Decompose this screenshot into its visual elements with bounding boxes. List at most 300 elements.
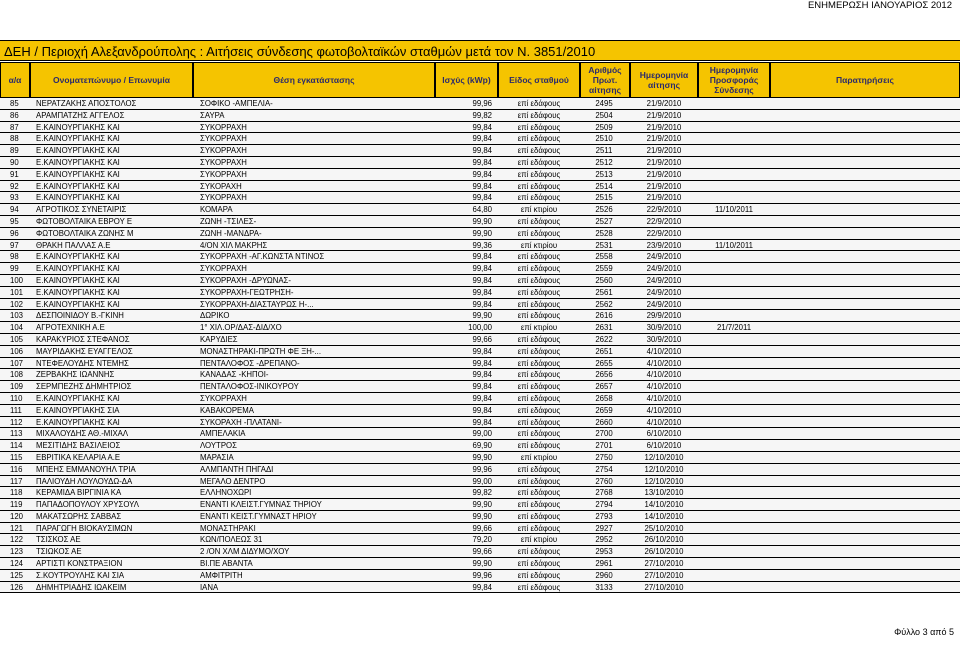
cell-site: ΣΥΚΟΡΡΑΧΗ — [200, 169, 247, 179]
cell-date: 4/10/2010 — [646, 417, 682, 427]
table-row — [0, 440, 960, 452]
cell-site: ΑΜΠΕΛΑΚΙΑ — [200, 429, 246, 439]
cell-name: ΜΑΚΑΤΣΩΡΗΣ ΣΑΒΒΑΣ — [36, 511, 122, 521]
cell-num: 2793 — [595, 511, 613, 521]
cell-aa: 119 — [10, 500, 23, 510]
cell-site: ΣΥΚΟΡΡΑΧΗ — [200, 193, 247, 203]
cell-name: Ε.ΚΑΙΝΟΥΡΓΙΑΚΗΣ ΚΑΙ — [36, 193, 120, 203]
cell-site: ΜΟΝΑΣΤΗΡΑΚΙ — [200, 523, 256, 533]
table-row — [0, 240, 960, 252]
table-row — [0, 523, 960, 535]
cell-kw: 99,90 — [472, 452, 492, 462]
cell-kw: 99,84 — [472, 358, 492, 368]
cell-aa: 103 — [10, 311, 24, 321]
table-row — [0, 110, 960, 122]
cell-name: ΠΑΡΑΓΩΓΗ ΒΙΟΚΑΥΣΙΜΩΝ — [36, 523, 133, 533]
cell-num: 2515 — [595, 193, 613, 203]
cell-site: ΜΟΝΑΣΤΗΡΑΚΙ-ΠΡΩΤΗ ΦΕ ΞΗ-... — [200, 346, 321, 356]
cell-site: ΣΥΚΟΡΡΑΧΗ — [200, 264, 247, 274]
cell-site: ΣΥΚΟΡΡΑΧΗ -ΑΓ.ΚΩΝΣΤΑ ΝΤΙΝΟΣ — [200, 252, 325, 262]
cell-aa: 113 — [10, 429, 23, 439]
cell-name: ΑΓΡΟΤΙΚΟΣ ΣΥΝΕΤΑΙΡΙΣ — [36, 205, 127, 215]
table-row — [0, 476, 960, 488]
cell-num: 2660 — [595, 417, 613, 427]
col-aa: α/α — [0, 62, 30, 98]
cell-type: επί εδάφους — [517, 559, 561, 569]
cell-aa: 110 — [10, 393, 23, 403]
cell-type: επί εδάφους — [517, 417, 561, 427]
cell-kw: 99,84 — [472, 275, 492, 285]
table-row — [0, 263, 960, 275]
cell-type: επί εδάφους — [517, 358, 561, 368]
cell-kw: 99,82 — [472, 110, 492, 120]
cell-name: ΖΕΡΒΑΚΗΣ ΙΩΑΝΝΗΣ — [36, 370, 115, 380]
cell-date: 6/10/2010 — [646, 429, 682, 439]
cell-num: 2651 — [595, 346, 613, 356]
cell-date: 27/10/2010 — [644, 582, 684, 592]
cell-aa: 124 — [10, 559, 24, 569]
cell-kw: 99,82 — [472, 488, 492, 498]
table-row — [0, 369, 960, 381]
cell-type: επί εδάφους — [517, 252, 561, 262]
cell-num: 2495 — [595, 99, 613, 108]
cell-num: 2953 — [595, 547, 613, 557]
table-row — [0, 98, 960, 110]
cell-name: ΠΑΠΑΔΟΠΟΥΛΟΥ ΧΡΥΣΟΥΛ — [36, 500, 139, 510]
cell-type: επί εδάφους — [517, 488, 561, 498]
cell-site: ΖΩΝΗ -ΤΣΙΛΕΣ- — [200, 216, 257, 226]
cell-site: ΕΛΛΗΝΟΧΩΡΙ — [200, 488, 252, 498]
cell-kw: 99,84 — [472, 393, 492, 403]
cell-kw: 99,90 — [472, 311, 492, 321]
cell-num: 2510 — [595, 134, 613, 144]
col-name: Ονοματεπώνυμο / Επωνυμία — [30, 62, 193, 98]
cell-aa: 107 — [10, 358, 24, 368]
cell-type: επί κτιρίου — [520, 535, 558, 545]
cell-type: επί εδάφους — [517, 134, 561, 144]
cell-name: ΜΕΣΙΤΙΔΗΣ ΒΑΣΙΛΕΙΟΣ — [36, 441, 121, 451]
cell-num: 2701 — [595, 441, 613, 451]
cell-type: επί εδάφους — [517, 346, 561, 356]
cell-name: Ε.ΚΑΙΝΟΥΡΓΙΑΚΗΣ ΚΑΙ — [36, 157, 120, 167]
cell-type: επί εδάφους — [517, 275, 561, 285]
cell-site: ΣΥΚΟΡΡΑΧΗ — [200, 134, 247, 144]
table-row — [0, 157, 960, 169]
cell-aa: 92 — [10, 181, 19, 191]
col-num: Αριθμός Πρωτ. αίτησης — [580, 62, 630, 98]
cell-kw: 99,96 — [472, 570, 492, 580]
cell-name: ΠΑΛΙΟΥΔΗ ΛΟΥΛΟΥΔΩ-ΔΑ — [36, 476, 133, 486]
table-body — [0, 98, 960, 593]
cell-site: ΚΑΝΑΔΑΣ -ΚΗΠΟΙ- — [200, 370, 269, 380]
cell-type: επί εδάφους — [517, 228, 561, 238]
cell-aa: 112 — [10, 417, 23, 427]
cell-offer: 11/10/2011 — [715, 240, 753, 250]
cell-type: επί κτιρίου — [520, 240, 558, 250]
cell-kw: 99,84 — [472, 299, 492, 309]
cell-name: Σ.ΚΟΥΤΡΟΥΛΗΣ ΚΑΙ ΣΙΑ — [36, 570, 125, 580]
cell-site: 1° ΧΙΛ.ΟΡ/ΔΑΣ-ΔΙΔ/ΧΟ — [200, 323, 282, 333]
cell-site: ΣΥΚΟΡΡΑΧΗ-ΓΕΩΤΡΗΣΗ- — [200, 287, 294, 297]
cell-name: ΑΓΡΟΤΕΧΝΙΚΗ Α.Ε — [36, 323, 105, 333]
cell-site: ΣΟΦΙΚΟ -ΑΜΠΕΛΙΑ- — [200, 99, 273, 108]
table-row — [0, 511, 960, 523]
cell-name: ΝΤΕΦΕΛΟΥΔΗΣ ΝΤΕΜΗΣ — [36, 358, 129, 368]
table-row — [0, 275, 960, 287]
cell-kw: 99,90 — [472, 511, 492, 521]
table-row — [0, 346, 960, 358]
cell-date: 24/9/2010 — [646, 275, 682, 285]
cell-site: ΣΥΚΟΡΑΧΗ -ΠΛΑΤΑΝΙ- — [200, 417, 282, 427]
cell-date: 27/10/2010 — [644, 570, 684, 580]
cell-kw: 99,36 — [472, 240, 492, 250]
cell-kw: 99,90 — [472, 500, 492, 510]
cell-aa: 93 — [10, 193, 19, 203]
cell-type: επί εδάφους — [517, 382, 561, 392]
cell-type: επί εδάφους — [517, 299, 561, 309]
cell-type: επί εδάφους — [517, 393, 561, 403]
cell-name: Ε.ΚΑΙΝΟΥΡΓΙΑΚΗΣ ΣΙΑ — [36, 405, 120, 415]
cell-date: 21/9/2010 — [646, 99, 682, 108]
cell-site: ΑΜΦΙΤΡΙΤΗ — [200, 570, 243, 580]
cell-kw: 99,84 — [472, 122, 492, 132]
cell-date: 21/9/2010 — [646, 146, 682, 156]
cell-date: 23/9/2010 — [646, 240, 682, 250]
cell-kw: 99,84 — [472, 287, 492, 297]
cell-num: 2616 — [595, 311, 613, 321]
cell-num: 2657 — [595, 382, 613, 392]
cell-num: 2656 — [595, 370, 613, 380]
cell-aa: 104 — [10, 323, 24, 333]
cell-aa: 111 — [10, 405, 22, 415]
cell-type: επί εδάφους — [517, 110, 561, 120]
cell-site: ΠΕΝΤΑΛΟΦΟΣ-ΙΝΙΚΟΥΡΟΥ — [200, 382, 299, 392]
cell-type: επί εδάφους — [517, 264, 561, 274]
table-row — [0, 381, 960, 393]
cell-kw: 99,84 — [472, 382, 492, 392]
cell-num: 2513 — [595, 169, 613, 179]
cell-kw: 99,90 — [472, 228, 492, 238]
cell-name: ΜΑΥΡΙΔΑΚΗΣ ΕΥΑΓΓΕΛΟΣ — [36, 346, 133, 356]
cell-aa: 98 — [10, 252, 19, 262]
cell-date: 6/10/2010 — [646, 441, 682, 451]
cell-name: ΕΒΡΙΤΙΚΑ ΚΕΛΑΡΙΑ Α.Ε — [36, 452, 121, 462]
cell-date: 26/10/2010 — [644, 535, 684, 545]
cell-aa: 90 — [10, 157, 19, 167]
table-row — [0, 558, 960, 570]
cell-kw: 99,96 — [472, 99, 492, 108]
cell-date: 24/9/2010 — [646, 287, 682, 297]
cell-name: Ε.ΚΑΙΝΟΥΡΓΙΑΚΗΣ ΚΑΙ — [36, 134, 120, 144]
cell-name: ΘΡΑΚΗ ΠΑΛΛΑΣ Α.Ε — [36, 240, 111, 250]
cell-kw: 99,84 — [472, 181, 492, 191]
table-row — [0, 334, 960, 346]
cell-kw: 99,84 — [472, 582, 492, 592]
table-row — [0, 310, 960, 322]
cell-aa: 126 — [10, 582, 24, 592]
cell-type: επί εδάφους — [517, 547, 561, 557]
cell-num: 2531 — [595, 240, 613, 250]
cell-type: επί εδάφους — [517, 464, 561, 474]
cell-date: 21/9/2010 — [646, 169, 682, 179]
cell-num: 2960 — [595, 570, 613, 580]
cell-site: ΣΥΚΟΡΡΑΧΗ -ΔΡΥΩΝΑΣ- — [200, 275, 291, 285]
cell-type: επί κτιρίου — [520, 205, 558, 215]
cell-site: ΣΥΚΟΡΡΑΧΗ-ΔΙΑΣΤΑΥΡΩΣ Η-... — [200, 299, 314, 309]
cell-date: 22/9/2010 — [646, 216, 682, 226]
cell-type: επί εδάφους — [517, 582, 561, 592]
cell-aa: 123 — [10, 547, 24, 557]
table-row — [0, 228, 960, 240]
table-row — [0, 204, 960, 216]
cell-name: ΑΡΑΜΠΑΤΖΗΣ ΑΓΓΕΛΟΣ — [36, 110, 125, 120]
cell-type: επί κτιρίου — [520, 452, 558, 462]
cell-kw: 99,84 — [472, 370, 492, 380]
cell-name: ΤΣΙΩΚΟΣ ΑΕ — [36, 547, 82, 557]
table-row — [0, 582, 960, 594]
page-title: ΔΕΗ / Περιοχή Αλεξανδρούπολης : Αιτήσεις σύνδεσης φωτοβολταϊκών σταθμών μετά τον Ν. 3851/2010 — [4, 44, 596, 59]
cell-name: Ε.ΚΑΙΝΟΥΡΓΙΑΚΗΣ ΚΑΙ — [36, 393, 120, 403]
cell-date: 4/10/2010 — [646, 358, 682, 368]
cell-name: Ε.ΚΑΙΝΟΥΡΓΙΑΚΗΣ ΚΑΙ — [36, 287, 120, 297]
cell-type: επί εδάφους — [517, 157, 561, 167]
table-row — [0, 322, 960, 334]
cell-date: 21/9/2010 — [646, 157, 682, 167]
cell-name: ΤΣΙΣΚΟΣ ΑΕ — [36, 535, 81, 545]
col-type: Είδος σταθμού — [498, 62, 580, 98]
cell-aa: 117 — [10, 476, 23, 486]
cell-num: 2750 — [595, 452, 613, 462]
cell-num: 2631 — [595, 323, 613, 333]
cell-aa: 106 — [10, 346, 24, 356]
cell-site: ΚΑΒΑΚΟΡΕΜΑ — [200, 405, 254, 415]
cell-name: Ε.ΚΑΙΝΟΥΡΓΙΑΚΗΣ ΚΑΙ — [36, 275, 120, 285]
cell-kw: 99,84 — [472, 264, 492, 274]
cell-kw: 99,90 — [472, 559, 492, 569]
cell-name: Ε.ΚΑΙΝΟΥΡΓΙΑΚΗΣ ΚΑΙ — [36, 169, 120, 179]
table-row — [0, 452, 960, 464]
cell-offer: 11/10/2011 — [715, 205, 753, 215]
cell-name: ΔΕΣΠΟΙΝΙΔΟΥ Β.-ΓΚΙΝΗ — [36, 311, 124, 321]
cell-name: ΜΙΧΑΛΟΥΔΗΣ ΑΘ.-ΜΙΧΑΛ — [36, 429, 129, 439]
cell-site: ΚΩΝ/ΠΟΛΕΩΣ 31 — [200, 535, 263, 545]
cell-date: 4/10/2010 — [646, 382, 682, 392]
cell-date: 14/10/2010 — [644, 500, 684, 510]
cell-name: ΚΑΡΑΚΥΡΙΟΣ ΣΤΕΦΑΝΟΣ — [36, 334, 130, 344]
cell-aa: 95 — [10, 216, 19, 226]
cell-num: 2511 — [595, 146, 613, 156]
cell-kw: 100,00 — [468, 323, 492, 333]
cell-type: επί εδάφους — [517, 287, 561, 297]
cell-type: επί εδάφους — [517, 193, 561, 203]
update-label: ΕΝΗΜΕΡΩΣΗ ΙΑΝΟΥΑΡΙΟΣ 2012 — [807, 0, 952, 11]
cell-aa: 122 — [10, 535, 24, 545]
cell-site: ΜΕΓΑΛΟ ΔΕΝΤΡΟ — [200, 476, 266, 486]
cell-kw: 99,90 — [472, 216, 492, 226]
cell-site: ΚΑΡΥΔΙΕΣ — [200, 334, 238, 344]
cell-kw: 99,96 — [472, 464, 492, 474]
cell-date: 25/10/2010 — [644, 523, 684, 533]
cell-num: 2768 — [595, 488, 613, 498]
cell-kw: 99,84 — [472, 405, 492, 415]
cell-kw: 99,84 — [472, 252, 492, 262]
cell-num: 2760 — [595, 476, 613, 486]
table-row — [0, 181, 960, 193]
table-row — [0, 122, 960, 134]
cell-num: 2952 — [595, 535, 613, 545]
cell-site: ΛΟΥΤΡΟΣ — [200, 441, 237, 451]
cell-kw: 99,66 — [472, 523, 492, 533]
cell-site: ΙΑΝΑ — [200, 582, 219, 592]
col-date: Ημερομηνία αίτησης — [630, 62, 698, 98]
title-bar — [0, 40, 960, 61]
cell-num: 2659 — [595, 405, 613, 415]
table-row — [0, 570, 960, 582]
cell-type: επί εδάφους — [517, 370, 561, 380]
cell-aa: 99 — [10, 264, 19, 274]
cell-type: επί εδάφους — [517, 476, 561, 486]
cell-date: 29/9/2010 — [646, 311, 682, 321]
cell-type: επί εδάφους — [517, 146, 561, 156]
cell-date: 22/9/2010 — [646, 205, 682, 215]
cell-num: 2562 — [595, 299, 613, 309]
cell-kw: 99,84 — [472, 146, 492, 156]
cell-site: ΑΛΜΠΑΝΤΗ ΠΗΓΑΔΙ — [200, 464, 274, 474]
cell-site: ΜΑΡΑΣΙΑ — [200, 452, 234, 462]
col-site: Θέση εγκατάστασης — [193, 62, 435, 98]
cell-type: επί εδάφους — [517, 511, 561, 521]
cell-type: επί εδάφους — [517, 169, 561, 179]
cell-num: 2527 — [595, 216, 613, 226]
cell-site: ΣΥΚΟΡΑΧΗ — [200, 181, 242, 191]
cell-site: ΚΟΜΑΡΑ — [200, 205, 233, 215]
cell-name: Ε.ΚΑΙΝΟΥΡΓΙΑΚΗΣ ΚΑΙ — [36, 299, 120, 309]
cell-date: 27/10/2010 — [644, 559, 684, 569]
cell-aa: 115 — [10, 452, 23, 462]
cell-type: επί εδάφους — [517, 441, 561, 451]
cell-num: 2927 — [595, 523, 613, 533]
cell-date: 22/9/2010 — [646, 228, 682, 238]
cell-type: επί εδάφους — [517, 216, 561, 226]
cell-kw: 64,80 — [472, 205, 492, 215]
cell-date: 12/10/2010 — [644, 476, 684, 486]
cell-type: επί εδάφους — [517, 405, 561, 415]
cell-kw: 99,84 — [472, 169, 492, 179]
cell-kw: 99,00 — [472, 476, 492, 486]
cell-aa: 108 — [10, 370, 24, 380]
table-row — [0, 499, 960, 511]
cell-num: 3133 — [595, 582, 613, 592]
cell-name: Ε.ΚΑΙΝΟΥΡΓΙΑΚΗΣ ΚΑΙ — [36, 417, 120, 427]
cell-name: ΜΠΕΗΣ ΕΜΜΑΝΟΥΗΛ ΤΡΙΑ — [36, 464, 136, 474]
col-offer: Ημερομηνία Προσφοράς Σύνδεσης — [698, 62, 770, 98]
cell-num: 2514 — [595, 181, 613, 191]
cell-aa: 94 — [10, 205, 19, 215]
cell-date: 21/9/2010 — [646, 110, 682, 120]
table-row — [0, 417, 960, 429]
cell-type: επί εδάφους — [517, 570, 561, 580]
table-row — [0, 534, 960, 546]
cell-aa: 100 — [10, 275, 24, 285]
cell-kw: 99,66 — [472, 334, 492, 344]
cell-date: 24/9/2010 — [646, 264, 682, 274]
cell-date: 4/10/2010 — [646, 370, 682, 380]
table-row — [0, 133, 960, 145]
cell-date: 12/10/2010 — [644, 452, 684, 462]
cell-kw: 99,66 — [472, 547, 492, 557]
cell-type: επί κτιρίου — [520, 323, 558, 333]
cell-name: ΦΩΤΟΒΟΛΤΑΙΚΑ ΖΩΝΗΣ Μ — [36, 228, 134, 238]
cell-num: 2561 — [595, 287, 613, 297]
cell-aa: 125 — [10, 570, 24, 580]
cell-num: 2558 — [595, 252, 613, 262]
cell-site: ΣΑΥΡΑ — [200, 110, 225, 120]
table-row — [0, 405, 960, 417]
table-row — [0, 299, 960, 311]
cell-type: επί εδάφους — [517, 122, 561, 132]
cell-name: ΚΕΡΑΜΙΔΑ ΒΙΡΓΙΝΙΑ ΚΑ — [36, 488, 122, 498]
table-row — [0, 145, 960, 157]
table-row — [0, 192, 960, 204]
cell-site: 4/ΟΝ ΧΙΛ ΜΑΚΡΗΣ — [200, 240, 268, 250]
cell-name: Ε.ΚΑΙΝΟΥΡΓΙΑΚΗΣ ΚΑΙ — [36, 264, 120, 274]
cell-name: ΑΡΤΙΣΤΙ ΚΟΝΣΤΡΑΞΙΟΝ — [36, 559, 123, 569]
cell-date: 21/9/2010 — [646, 122, 682, 132]
cell-date: 24/9/2010 — [646, 252, 682, 262]
cell-type: επί εδάφους — [517, 99, 561, 108]
cell-aa: 116 — [10, 464, 23, 474]
cell-site: ΕΝΑΝΤΙ ΚΕΙΣΤ.ΓΥΜΝΑΣΤ ΗΡΙΟΥ — [200, 511, 317, 521]
cell-site: ΕΝΑΝΤΙ ΚΛΕΙΣΤ.ΓΥΜΝΑΣ ΤΗΡΙΟΥ — [200, 500, 322, 510]
cell-aa: 86 — [10, 110, 19, 120]
table-row — [0, 393, 960, 405]
cell-aa: 85 — [10, 99, 19, 108]
cell-site: 2 /ΟΝ ΧΛΜ ΔΙΔΥΜΟ/ΧΟΥ — [200, 547, 290, 557]
cell-aa: 88 — [10, 134, 19, 144]
table-row — [0, 216, 960, 228]
cell-site: ΣΥΚΟΡΡΑΧΗ — [200, 146, 247, 156]
cell-aa: 109 — [10, 382, 24, 392]
cell-site: ΔΩΡΙΚΟ — [200, 311, 230, 321]
table-row — [0, 464, 960, 476]
cell-date: 14/10/2010 — [644, 511, 684, 521]
cell-aa: 87 — [10, 122, 19, 132]
cell-aa: 101 — [10, 287, 24, 297]
table-row — [0, 358, 960, 370]
cell-aa: 96 — [10, 228, 19, 238]
col-kw: Ισχύς (kWp) — [435, 62, 498, 98]
cell-date: 24/9/2010 — [646, 299, 682, 309]
cell-offer: 21/7/2011 — [716, 323, 752, 333]
cell-date: 26/10/2010 — [644, 547, 684, 557]
cell-kw: 69,90 — [472, 441, 492, 451]
cell-name: ΣΕΡΜΠΕΖΗΣ ΔΗΜΗΤΡΙΟΣ — [36, 382, 132, 392]
table-row — [0, 287, 960, 299]
cell-date: 4/10/2010 — [646, 405, 682, 415]
cell-num: 2528 — [595, 228, 613, 238]
cell-num: 2504 — [595, 110, 613, 120]
cell-aa: 89 — [10, 146, 19, 156]
cell-aa: 91 — [10, 169, 19, 179]
cell-date: 30/9/2010 — [646, 323, 682, 333]
cell-kw: 99,84 — [472, 157, 492, 167]
cell-type: επί εδάφους — [517, 311, 561, 321]
cell-kw: 99,84 — [472, 193, 492, 203]
cell-aa: 97 — [10, 240, 19, 250]
page-number: Φύλλο 3 από 5 — [894, 627, 954, 637]
cell-num: 2559 — [595, 264, 613, 274]
cell-num: 2754 — [595, 464, 613, 474]
